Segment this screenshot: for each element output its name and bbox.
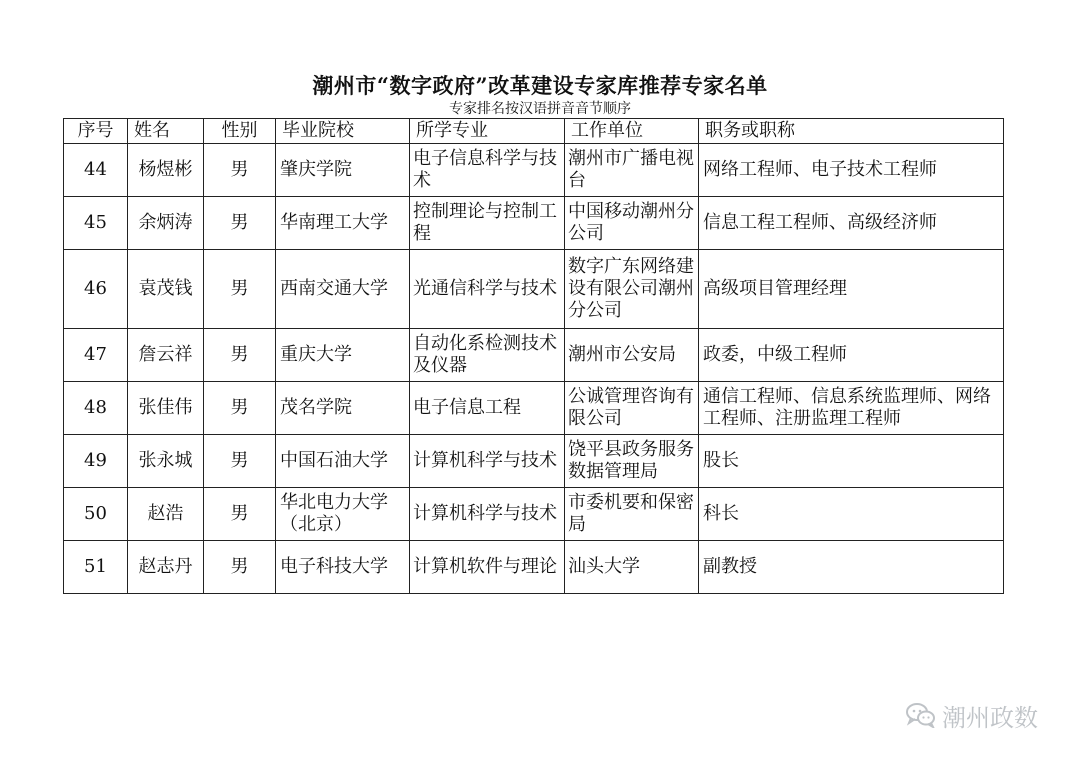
table-header-row [64,119,1004,144]
table-row [64,382,1004,435]
cell-major: 电子信息科学与技术 [410,144,565,197]
cell-major: 光通信科学与技术 [410,250,565,329]
cell-major: 控制理论与控制工程 [410,197,565,250]
table-row [64,329,1004,382]
cell-major: 计算机软件与理论 [410,541,565,594]
cell-title: 信息工程工程师、高级经济师 [699,197,1004,250]
cell-major: 计算机科学与技术 [410,435,565,488]
cell-gender: 男 [204,382,276,435]
watermark-text: 潮州政数 [942,703,1038,732]
table-row [64,144,1004,197]
cell-employer: 公诚管理咨询有限公司 [565,382,699,435]
cell-title: 科长 [699,488,1004,541]
cell-index: 45 [64,197,128,250]
cell-major: 自动化系检测技术及仪器 [410,329,565,382]
cell-school: 中国石油大学 [276,435,410,488]
cell-title: 副教授 [699,541,1004,594]
watermark [906,700,1038,730]
cell-gender: 男 [204,197,276,250]
cell-major: 计算机科学与技术 [410,488,565,541]
cell-title: 政委，中级工程师 [699,329,1004,382]
cell-employer: 数字广东网络建设有限公司潮州分公司 [565,250,699,329]
cell-gender: 男 [204,144,276,197]
table-row [64,435,1004,488]
cell-gender: 男 [204,435,276,488]
header-school: 毕业院校 [276,119,410,144]
wechat-icon [906,702,936,728]
cell-name: 詹云祥 [128,329,204,382]
document-subtitle: 专家排名按汉语拼音音节顺序 [449,101,631,117]
cell-employer: 潮州市广播电视台 [565,144,699,197]
cell-school: 肇庆学院 [276,144,410,197]
cell-index: 50 [64,488,128,541]
cell-name: 张永城 [128,435,204,488]
cell-name: 杨煜彬 [128,144,204,197]
cell-name: 赵志丹 [128,541,204,594]
expert-table [63,118,1004,594]
document-title: 潮州市“数字政府”改革建设专家库推荐专家名单 [312,73,768,98]
header-index: 序号 [64,119,128,144]
cell-index: 51 [64,541,128,594]
header-employer: 工作单位 [565,119,699,144]
cell-name: 余炳涛 [128,197,204,250]
cell-index: 46 [64,250,128,329]
cell-school: 电子科技大学 [276,541,410,594]
cell-gender: 男 [204,488,276,541]
cell-name: 张佳伟 [128,382,204,435]
cell-index: 44 [64,144,128,197]
header-title: 职务或职称 [699,119,1004,144]
cell-school: 华南理工大学 [276,197,410,250]
cell-title: 高级项目管理经理 [699,250,1004,329]
table-row [64,488,1004,541]
cell-major: 电子信息工程 [410,382,565,435]
cell-school: 茂名学院 [276,382,410,435]
cell-employer: 饶平县政务服务数据管理局 [565,435,699,488]
cell-name: 袁茂钱 [128,250,204,329]
cell-title: 网络工程师、电子技术工程师 [699,144,1004,197]
cell-title: 股长 [699,435,1004,488]
cell-employer: 潮州市公安局 [565,329,699,382]
table-row [64,250,1004,329]
cell-title: 通信工程师、信息系统监理师、网络工程师、注册监理工程师 [699,382,1004,435]
cell-name: 赵浩 [128,488,204,541]
cell-school: 重庆大学 [276,329,410,382]
cell-school: 西南交通大学 [276,250,410,329]
cell-index: 48 [64,382,128,435]
cell-gender: 男 [204,541,276,594]
cell-gender: 男 [204,250,276,329]
cell-employer: 中国移动潮州分公司 [565,197,699,250]
table-row [64,541,1004,594]
cell-employer: 市委机要和保密局 [565,488,699,541]
cell-school: 华北电力大学（北京） [276,488,410,541]
table-row [64,197,1004,250]
cell-index: 47 [64,329,128,382]
cell-employer: 汕头大学 [565,541,699,594]
header-gender: 性别 [204,119,276,144]
header-major: 所学专业 [410,119,565,144]
header-name: 姓名 [128,119,204,144]
cell-gender: 男 [204,329,276,382]
cell-index: 49 [64,435,128,488]
